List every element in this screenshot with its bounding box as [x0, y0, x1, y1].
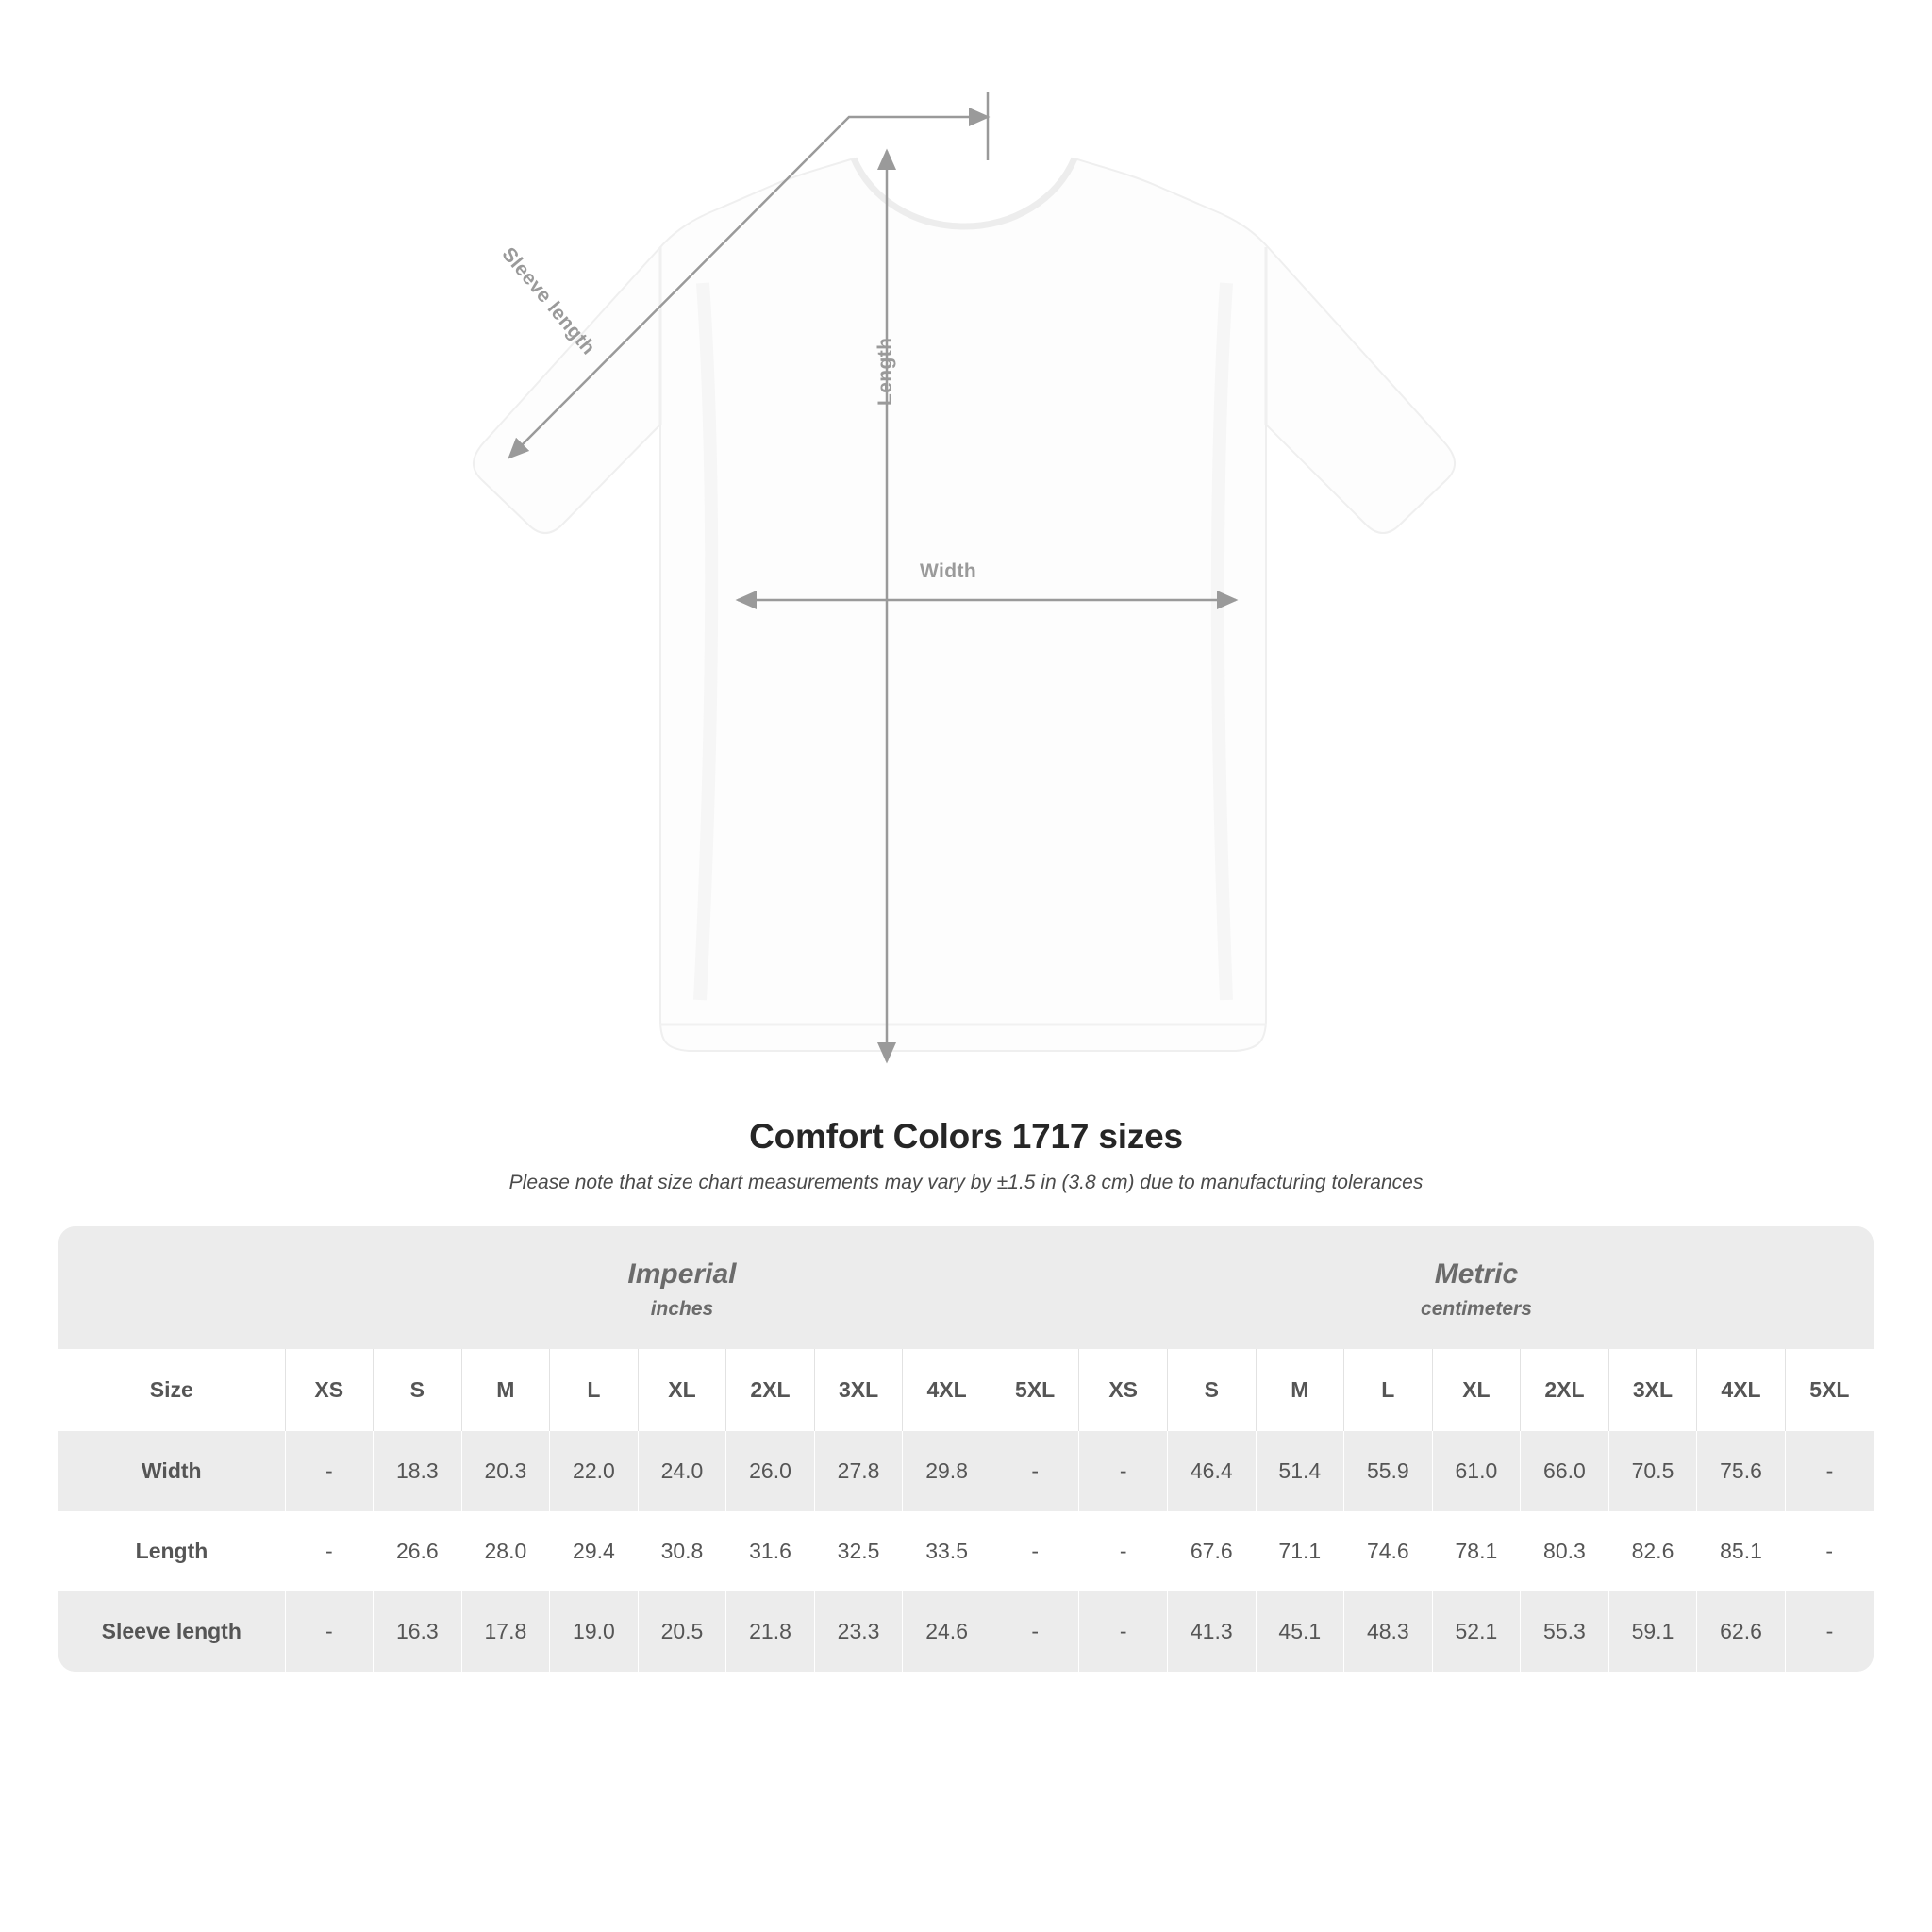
- width-metric-4xl: 75.6: [1697, 1431, 1786, 1511]
- sleeve-metric-xs: -: [1079, 1591, 1168, 1672]
- width-metric-m: 51.4: [1256, 1431, 1344, 1511]
- length-imperial-2xl: 31.6: [726, 1511, 815, 1591]
- length-metric-m: 71.1: [1256, 1511, 1344, 1591]
- sleeve-imperial-l: 19.0: [550, 1591, 639, 1672]
- length-metric-4xl: 85.1: [1697, 1511, 1786, 1591]
- row-label-width: Width: [58, 1431, 285, 1511]
- sleeve-metric-m: 45.1: [1256, 1591, 1344, 1672]
- size-header-imperial-l: L: [550, 1349, 639, 1431]
- row-label-sleeve-length: Sleeve length: [58, 1591, 285, 1672]
- sleeve-imperial-5xl: -: [991, 1591, 1079, 1672]
- size-header-metric-l: L: [1344, 1349, 1433, 1431]
- width-imperial-2xl: 26.0: [726, 1431, 815, 1511]
- width-metric-3xl: 70.5: [1608, 1431, 1697, 1511]
- unit-header-imperial: [285, 1226, 1079, 1349]
- size-header-label: Size: [58, 1349, 285, 1431]
- length-metric-3xl: 82.6: [1608, 1511, 1697, 1591]
- length-imperial-5xl: -: [991, 1511, 1079, 1591]
- sleeve-metric-5xl: -: [1785, 1591, 1874, 1672]
- length-dimension-label: Length: [874, 337, 896, 406]
- sleeve-imperial-xl: 20.5: [638, 1591, 726, 1672]
- size-header-metric-2xl: 2XL: [1521, 1349, 1609, 1431]
- length-imperial-3xl: 32.5: [814, 1511, 903, 1591]
- length-metric-5xl: -: [1785, 1511, 1874, 1591]
- table-row-width: [58, 1431, 1874, 1511]
- length-imperial-xs: -: [285, 1511, 374, 1591]
- size-table: [58, 1226, 1874, 1672]
- tolerance-note: Please note that size chart measurements may vary by ±1.5 in (3.8 cm) due to manufacturing tolerances: [508, 1172, 1424, 1193]
- unit-name-imperial: Imperial: [627, 1258, 737, 1290]
- length-metric-2xl: 80.3: [1521, 1511, 1609, 1591]
- sleeve-imperial-3xl: 23.3: [814, 1591, 903, 1672]
- width-metric-l: 55.9: [1344, 1431, 1433, 1511]
- width-metric-xl: 61.0: [1432, 1431, 1521, 1511]
- size-header-metric-m: M: [1256, 1349, 1344, 1431]
- size-header-metric-s: S: [1167, 1349, 1256, 1431]
- width-imperial-4xl: 29.8: [903, 1431, 991, 1511]
- width-imperial-xs: -: [285, 1431, 374, 1511]
- unit-header-metric: [1079, 1226, 1874, 1349]
- size-header-imperial-5xl: 5XL: [991, 1349, 1079, 1431]
- title-block: [0, 1117, 1932, 1194]
- sleeve-metric-3xl: 59.1: [1608, 1591, 1697, 1672]
- sleeve-metric-4xl: 62.6: [1697, 1591, 1786, 1672]
- sleeve-imperial-m: 17.8: [461, 1591, 550, 1672]
- tshirt-shape: [474, 158, 1455, 1051]
- size-header-imperial-2xl: 2XL: [726, 1349, 815, 1431]
- width-imperial-m: 20.3: [461, 1431, 550, 1511]
- size-header-metric-xl: XL: [1432, 1349, 1521, 1431]
- length-metric-l: 74.6: [1344, 1511, 1433, 1591]
- width-metric-s: 46.4: [1167, 1431, 1256, 1511]
- size-header-imperial-xs: XS: [285, 1349, 374, 1431]
- size-header-imperial-3xl: 3XL: [814, 1349, 903, 1431]
- sleeve-metric-xl: 52.1: [1432, 1591, 1521, 1672]
- width-imperial-s: 18.3: [374, 1431, 462, 1511]
- size-table-container: [58, 1226, 1874, 1672]
- table-row-length: [58, 1511, 1874, 1591]
- size-header-row: [58, 1349, 1874, 1431]
- width-metric-2xl: 66.0: [1521, 1431, 1609, 1511]
- size-header-imperial-4xl: 4XL: [903, 1349, 991, 1431]
- size-header-metric-3xl: 3XL: [1608, 1349, 1697, 1431]
- length-metric-xl: 78.1: [1432, 1511, 1521, 1591]
- unit-name-metric: Metric: [1434, 1258, 1519, 1290]
- unit-header-spacer: [58, 1226, 285, 1349]
- size-header-imperial-s: S: [374, 1349, 462, 1431]
- unit-sub-imperial: inches: [650, 1298, 714, 1320]
- length-metric-s: 67.6: [1167, 1511, 1256, 1591]
- unit-header-row: [58, 1226, 1874, 1349]
- size-header-imperial-m: M: [461, 1349, 550, 1431]
- sleeve-imperial-xs: -: [285, 1591, 374, 1672]
- width-dimension-label: Width: [920, 560, 977, 582]
- length-imperial-xl: 30.8: [638, 1511, 726, 1591]
- sleeve-metric-2xl: 55.3: [1521, 1591, 1609, 1672]
- width-imperial-l: 22.0: [550, 1431, 639, 1511]
- sleeve-imperial-s: 16.3: [374, 1591, 462, 1672]
- width-metric-xs: -: [1079, 1431, 1168, 1511]
- unit-sub-metric: centimeters: [1421, 1298, 1532, 1320]
- size-header-metric-xs: XS: [1079, 1349, 1168, 1431]
- size-header-metric-5xl: 5XL: [1785, 1349, 1874, 1431]
- width-imperial-xl: 24.0: [638, 1431, 726, 1511]
- size-header-metric-4xl: 4XL: [1697, 1349, 1786, 1431]
- sleeve-metric-s: 41.3: [1167, 1591, 1256, 1672]
- length-imperial-m: 28.0: [461, 1511, 550, 1591]
- page-title: Comfort Colors 1717 sizes: [749, 1117, 1183, 1156]
- width-imperial-5xl: -: [991, 1431, 1079, 1511]
- row-label-length: Length: [58, 1511, 285, 1591]
- sleeve-metric-l: 48.3: [1344, 1591, 1433, 1672]
- width-imperial-3xl: 27.8: [814, 1431, 903, 1511]
- table-row-sleeve-length: [58, 1591, 1874, 1672]
- size-header-imperial-xl: XL: [638, 1349, 726, 1431]
- length-imperial-s: 26.6: [374, 1511, 462, 1591]
- length-imperial-l: 29.4: [550, 1511, 639, 1591]
- sleeve-imperial-4xl: 24.6: [903, 1591, 991, 1672]
- sleeve-imperial-2xl: 21.8: [726, 1591, 815, 1672]
- length-imperial-4xl: 33.5: [903, 1511, 991, 1591]
- width-metric-5xl: -: [1785, 1431, 1874, 1511]
- length-metric-xs: -: [1079, 1511, 1168, 1591]
- sleeve-length-dimension-label: Sleeve length: [497, 243, 600, 359]
